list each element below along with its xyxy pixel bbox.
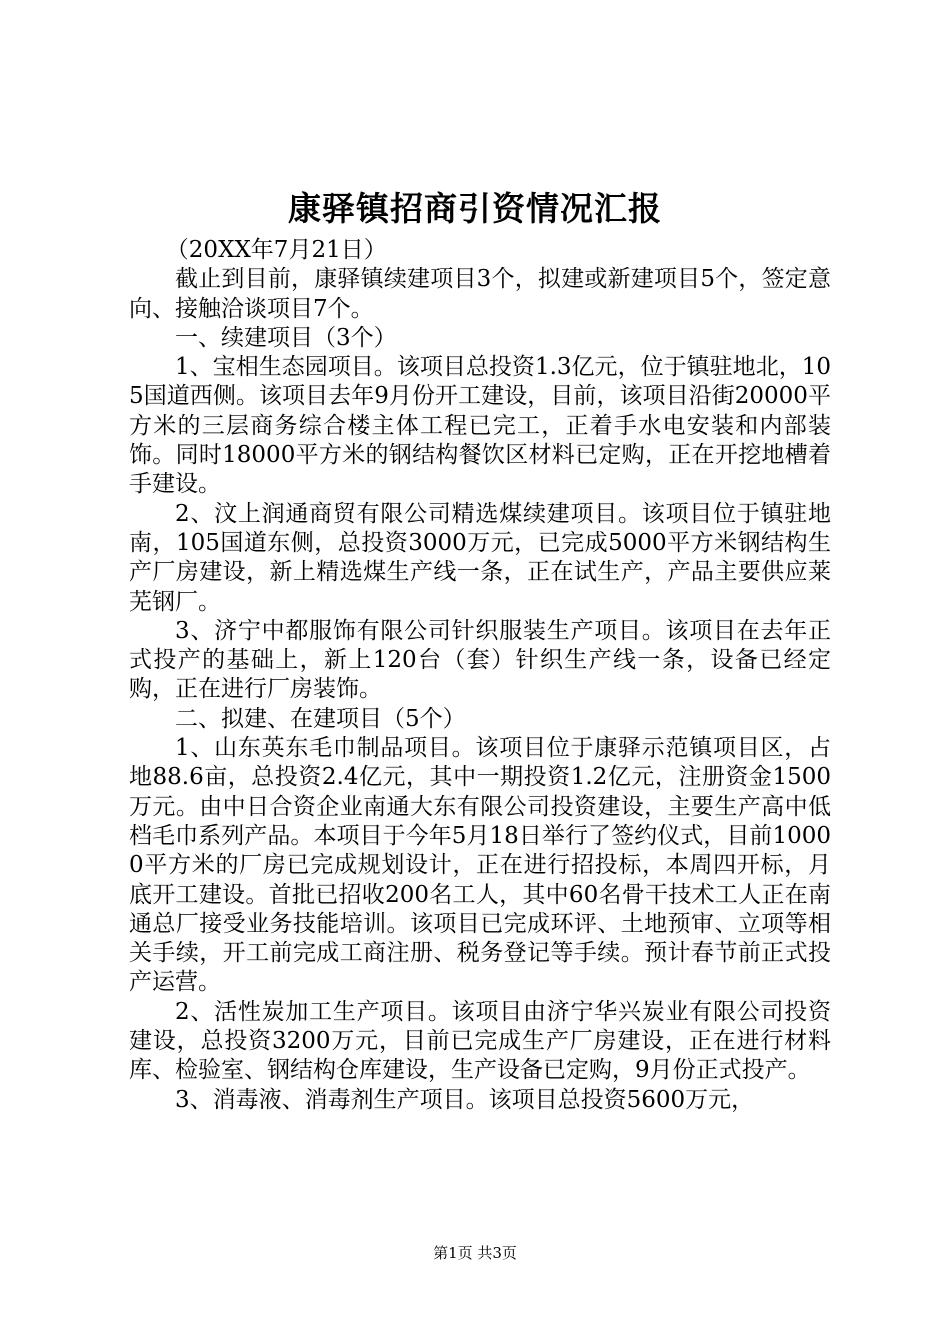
- report-date: （20XX年7月21日）: [165, 237, 387, 263]
- paragraph-activated-carbon-project: 2、活性炭加工生产项目。该项目由济宁华兴炭业有限公司投资建设，总投资3200万元，目前已完成生产厂房建设，正在进行材料库、检验室、钢结构仓库建设，生产设备已定购，9月份正式投产。: [129, 998, 831, 1084]
- paragraph-disinfectant-project: 3、消毒液、消毒剂生产项目。该项目总投资5600万元，: [175, 1086, 755, 1113]
- paragraph-yingdong-project: 1、山东英东毛巾制品项目。该项目位于康驿示范镇项目区，占地88.6亩，总投资2.4亿元，其中一期投资1.2亿元，注册资金1500万元。由中日合资企业南通大东有限公司投资建设，主要生产高中低档毛巾系列产品。本项目于今年5月18日举行了签约仪式，目前10000平方米的厂房已完成规划设计，正在进行招投标，本周四开标，月底开工建设。首批已招收200名工人，其中60名骨干技术工人正在南通总厂接受业务技能培训。该项目已完成环评、土地预审、立项等相关手续，开工前完成工商注册、税务登记等手续。预计春节前正式投产运营。: [129, 735, 831, 996]
- section-heading-planned-projects: 二、拟建、在建项目（5个）: [175, 705, 466, 732]
- paragraph-zhongdu-project: 3、济宁中都服饰有限公司针织服装生产项目。该项目在去年正式投产的基础上，新上120台（套）针织生产线一条，设备已经定购，正在进行厂房装饰。: [129, 617, 831, 703]
- document-title: 康驿镇招商引资情况汇报: [288, 189, 662, 228]
- document-body: [129, 236, 831, 1115]
- section-heading-continuing-projects: 一、续建项目（3个）: [175, 324, 397, 351]
- paragraph-runtong-project: 2、汶上润通商贸有限公司精选煤续建项目。该项目位于镇驻地南，105国道东侧，总投资3000万元，已完成5000平方米钢结构生产厂房建设，新上精选煤生产线一条，正在试生产，产品主要供应莱芜钢厂。: [129, 500, 831, 615]
- page-footer: 第1页 共3页: [433, 1244, 517, 1262]
- paragraph-baoxiang-project: 1、宝相生态园项目。该项目总投资1.3亿元，位于镇驻地北，105国道西侧。该项目去年9月份开工建设，目前，该项目沿街20000平方米的三层商务综合楼主体工程已完工，正着手水电安装和内部装饰。同时18000平方米的钢结构餐饮区材料已定购，正在开挖地槽着手建设。: [129, 354, 831, 498]
- paragraph-summary: 截止到目前，康驿镇续建项目3个，拟建或新建项目5个，签定意向、接触洽谈项目7个。: [129, 266, 831, 322]
